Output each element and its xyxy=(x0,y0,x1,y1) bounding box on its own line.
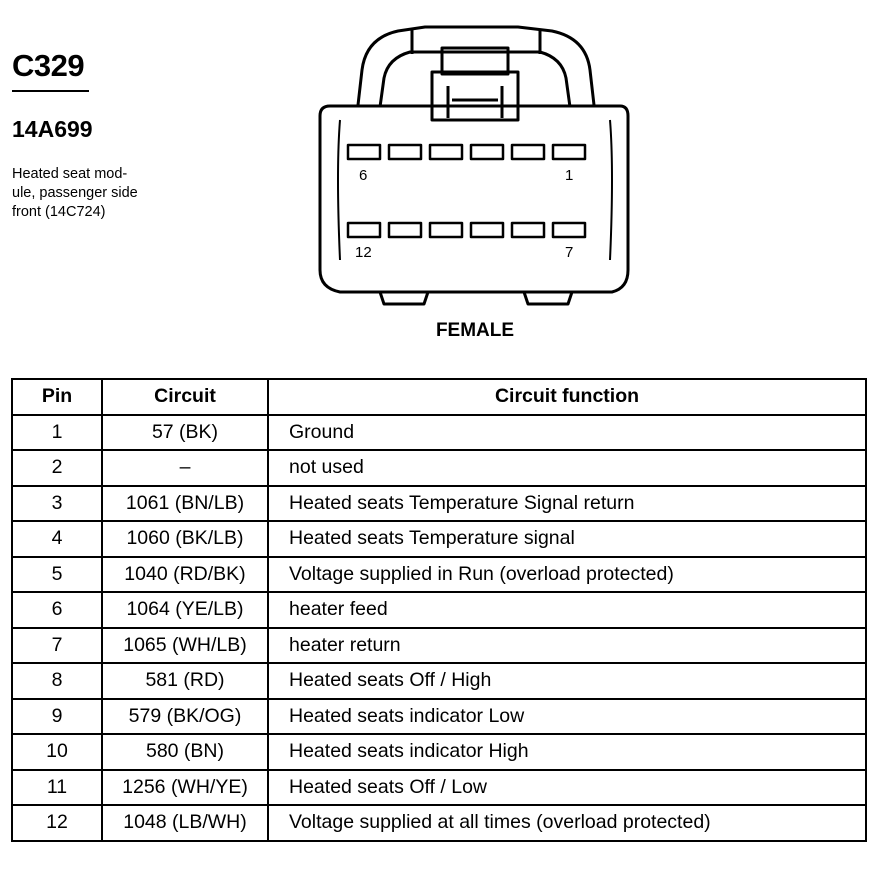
pin-cell: 5 xyxy=(12,557,102,593)
table-row xyxy=(12,486,866,522)
table-header-row xyxy=(12,379,866,415)
pin-cell: 9 xyxy=(12,699,102,735)
pin-cell: 1 xyxy=(12,415,102,451)
circuit-cell: 1061 (BN/LB) xyxy=(102,486,268,522)
table-row xyxy=(12,699,866,735)
column-header-function: Circuit function xyxy=(268,379,866,415)
function-cell: Heated seats Temperature Signal return xyxy=(268,486,866,522)
connector-view-label: FEMALE xyxy=(435,320,515,341)
function-cell: Heated seats Off / High xyxy=(268,663,866,699)
circuit-cell: 581 (RD) xyxy=(102,663,268,699)
circuit-cell: 57 (BK) xyxy=(102,415,268,451)
pin-cell: 12 xyxy=(12,805,102,841)
table-row xyxy=(12,415,866,451)
pin-cell: 2 xyxy=(12,450,102,486)
column-header-pin: Pin xyxy=(12,379,102,415)
description-line: ule, passenger side xyxy=(12,185,138,201)
table-row xyxy=(12,557,866,593)
pin-label-12: 12 xyxy=(355,244,372,261)
connector-description xyxy=(12,165,172,222)
circuit-cell: 1060 (BK/LB) xyxy=(102,521,268,557)
circuit-cell: 1065 (WH/LB) xyxy=(102,628,268,664)
pin-cell: 10 xyxy=(12,734,102,770)
pin-label-7: 7 xyxy=(565,244,574,261)
function-cell: Heated seats Temperature signal xyxy=(268,521,866,557)
circuit-cell: 1064 (YE/LB) xyxy=(102,592,268,628)
connector-id: C329 xyxy=(12,48,85,83)
function-cell: Ground xyxy=(268,415,866,451)
function-cell: not used xyxy=(268,450,866,486)
table-row xyxy=(12,628,866,664)
function-cell: Heated seats indicator Low xyxy=(268,699,866,735)
function-cell: Voltage supplied in Run (overload protected) xyxy=(268,557,866,593)
connector-id-underline xyxy=(12,90,89,92)
pin-cell: 11 xyxy=(12,770,102,806)
function-cell: Heated seats indicator High xyxy=(268,734,866,770)
table-row xyxy=(12,663,866,699)
pin-cell: 6 xyxy=(12,592,102,628)
pin-cell: 4 xyxy=(12,521,102,557)
circuit-cell: 580 (BN) xyxy=(102,734,268,770)
table-row xyxy=(12,770,866,806)
pin-cell: 7 xyxy=(12,628,102,664)
pinout-table xyxy=(11,378,867,842)
connector-face-diagram xyxy=(300,18,640,318)
table-row xyxy=(12,592,866,628)
pin-cell: 8 xyxy=(12,663,102,699)
function-cell: heater feed xyxy=(268,592,866,628)
circuit-cell: 1256 (WH/YE) xyxy=(102,770,268,806)
pin-label-1: 1 xyxy=(565,167,574,184)
pin-label-6: 6 xyxy=(359,167,368,184)
table-row xyxy=(12,734,866,770)
function-cell: heater return xyxy=(268,628,866,664)
pin-cell: 3 xyxy=(12,486,102,522)
part-number: 14A699 xyxy=(12,116,93,142)
circuit-cell: 1048 (LB/WH) xyxy=(102,805,268,841)
column-header-circuit: Circuit xyxy=(102,379,268,415)
function-cell: Voltage supplied at all times (overload protected) xyxy=(268,805,866,841)
function-cell: Heated seats Off / Low xyxy=(268,770,866,806)
table-row xyxy=(12,450,866,486)
circuit-cell: 1040 (RD/BK) xyxy=(102,557,268,593)
description-line: Heated seat mod- xyxy=(12,166,128,182)
table-row xyxy=(12,805,866,841)
table-row xyxy=(12,521,866,557)
circuit-cell: – xyxy=(102,450,268,486)
circuit-cell: 579 (BK/OG) xyxy=(102,699,268,735)
description-line: front (14C724) xyxy=(12,204,106,220)
